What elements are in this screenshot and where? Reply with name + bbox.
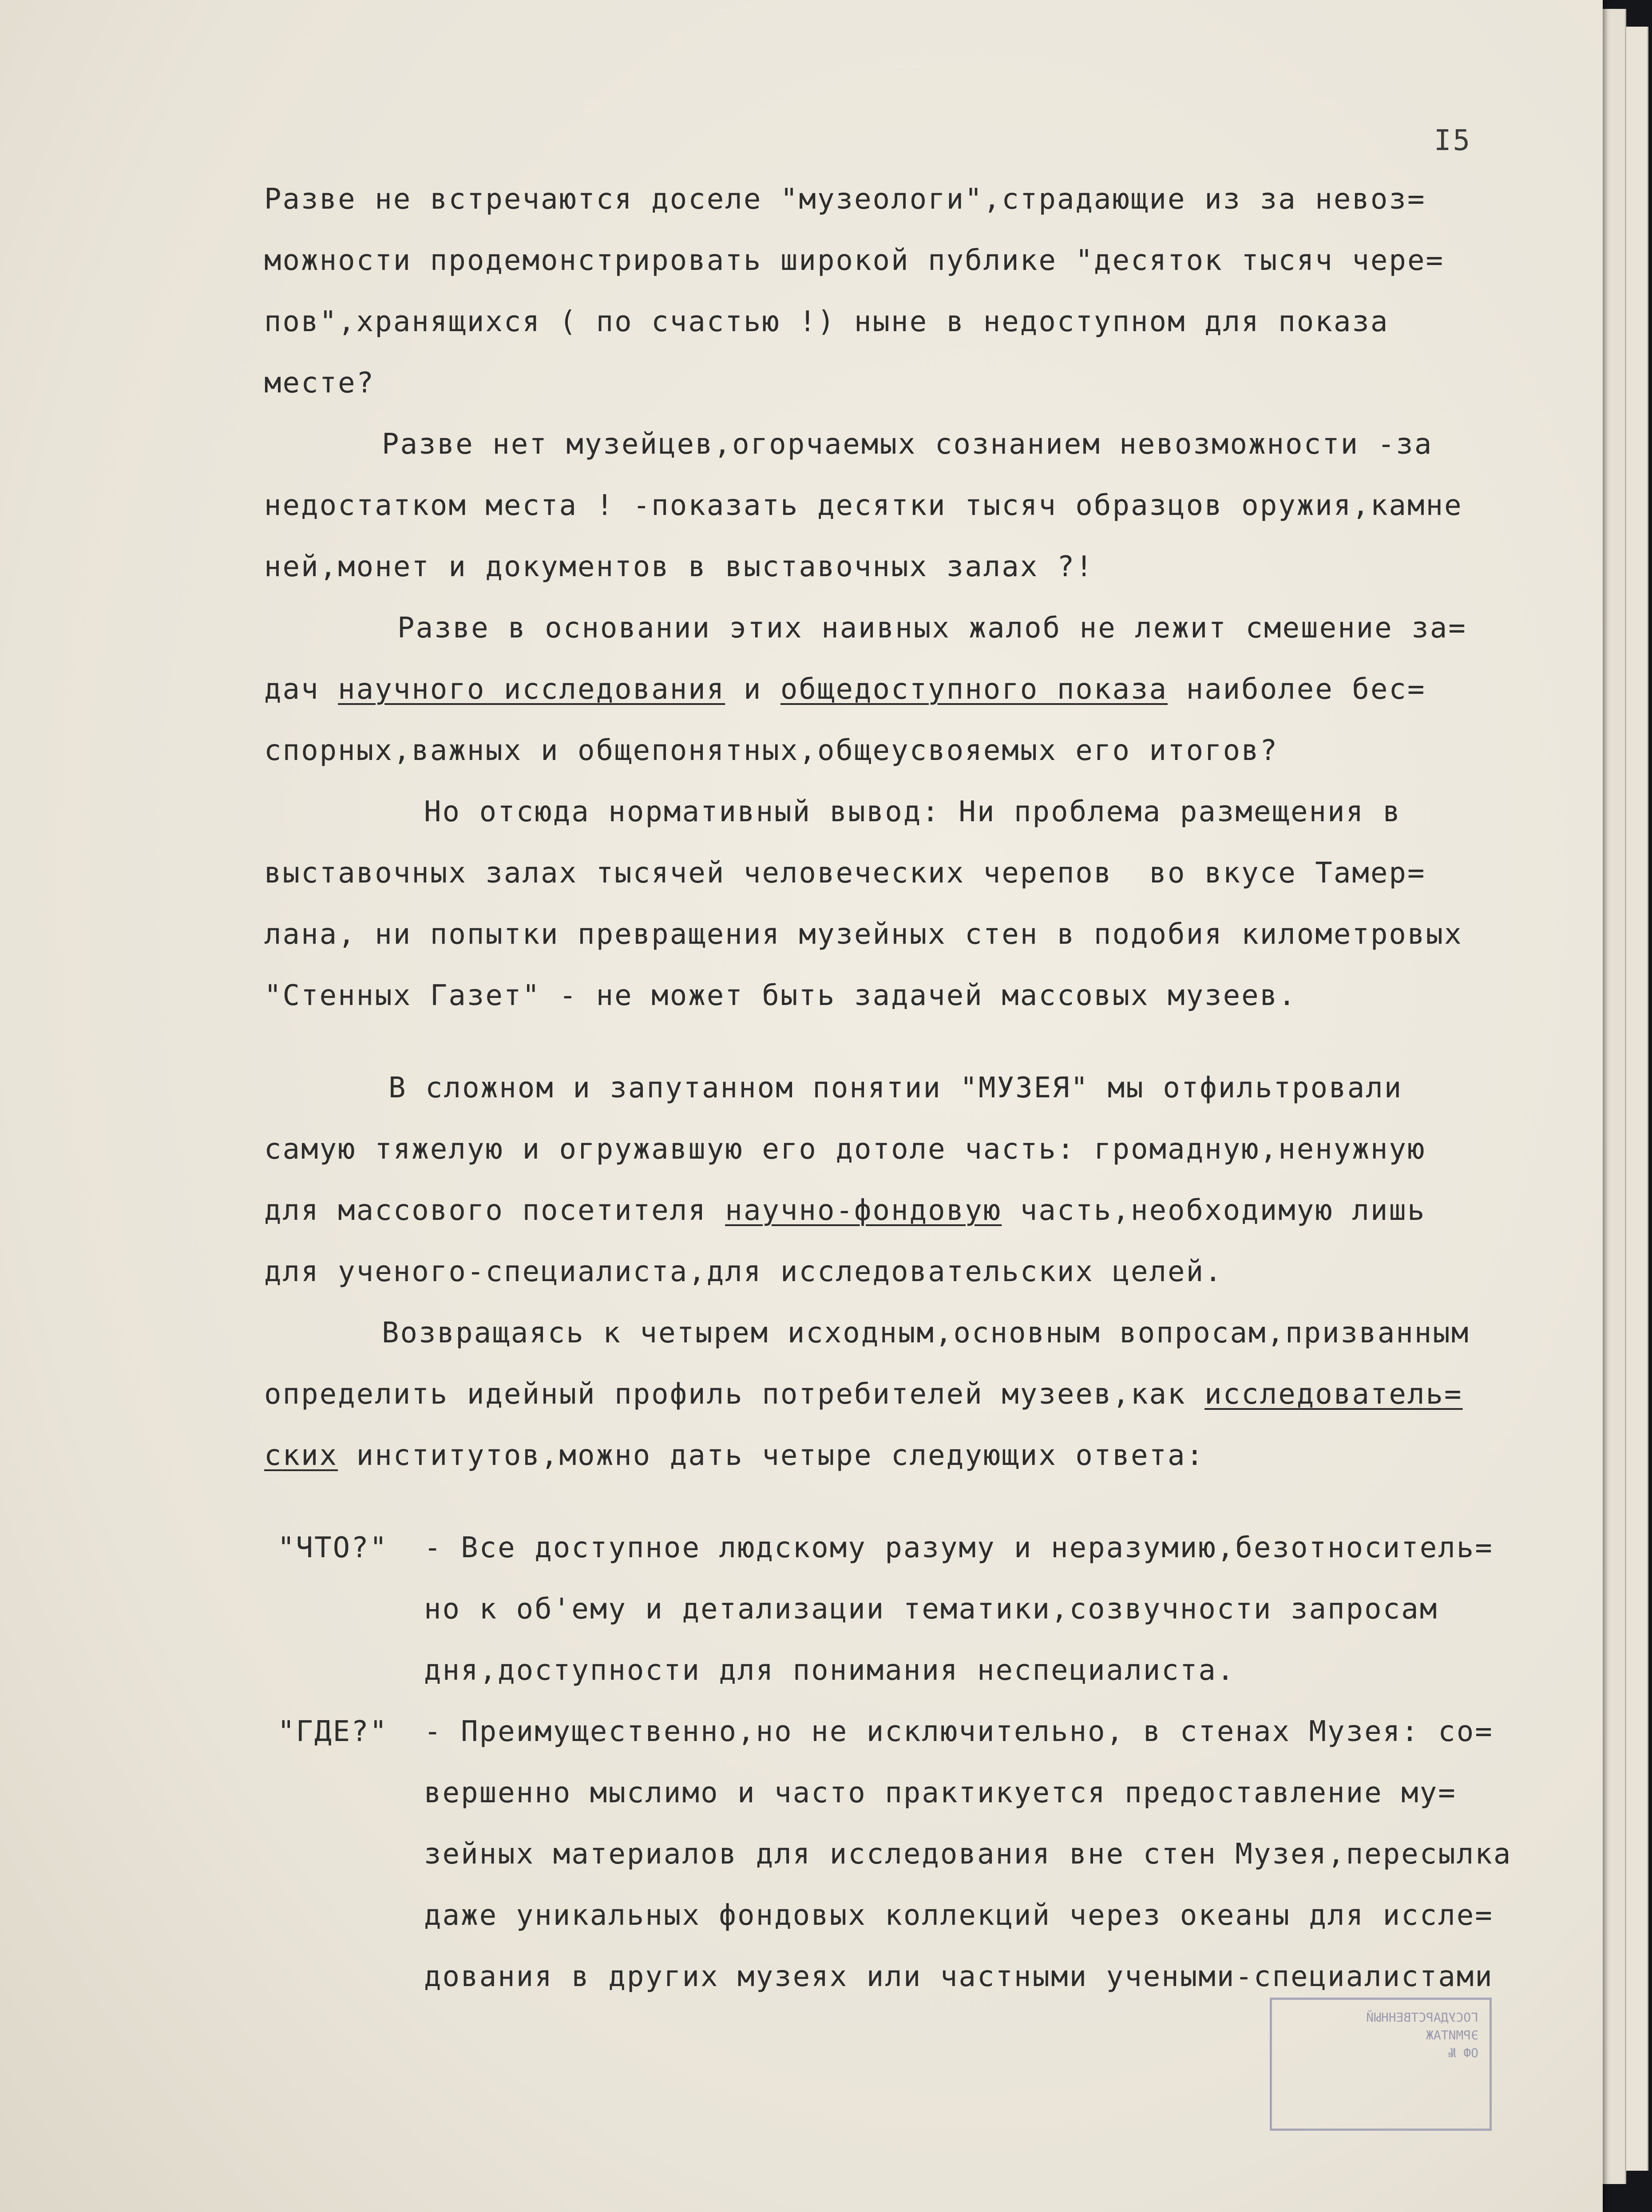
text-line — [264, 1425, 1609, 1486]
text-line: спорных,важных и общепонятных,общеусвояемых его итогов? — [264, 734, 1279, 767]
text-line: ней,монет и документов в выставочных залах ?! — [264, 550, 1094, 583]
text-span: определить идейный профиль потребителей музеев,как — [264, 1378, 1205, 1411]
text-line: Но отсюда нормативный вывод: Ни проблема размещения в — [424, 795, 1402, 828]
text-line: Разве не встречаются доселе "музеологи",страдающие из за невоз= — [264, 183, 1426, 216]
text-line: выставочных залах тысячей человеческих черепов во вкусе Тамер= — [264, 857, 1426, 890]
text-line: месте? — [264, 367, 375, 400]
text-line — [264, 1517, 1609, 1579]
underlined-phrase: общедоступного показа — [780, 673, 1168, 706]
stamp-line: ГОСУДАРСТВЕННЫЙ — [1366, 2010, 1478, 2025]
text-span: - Преимущественно,но не исключительно, в стенах Музея: со= — [424, 1715, 1494, 1748]
text-line: но к об'ему и детализации тематики,созвучности запросам — [424, 1593, 1438, 1626]
text-span: наиболее бес= — [1168, 673, 1426, 706]
text-span: и — [725, 673, 780, 706]
underlined-phrase: научного исследования — [338, 673, 725, 706]
text-span: - Все доступное людскому разуму и неразумию,безотноситель= — [424, 1531, 1494, 1564]
text-span: дач — [264, 673, 338, 706]
text-line: вершенно мыслимо и часто практикуется предоставление му= — [424, 1777, 1457, 1809]
typewritten-text — [264, 169, 1609, 2007]
question-label: "ЧТО?" — [277, 1531, 388, 1564]
text-line: зейных материалов для исследования вне стен Музея,пересылка — [424, 1838, 1512, 1871]
text-line: Возвращаясь к четырем исходным,основным вопросам,призванным — [382, 1317, 1470, 1349]
text-line: "Стенных Газет" - не может быть задачей массовых музеев. — [264, 979, 1297, 1012]
text-span: часть,необходимую лишь — [1002, 1194, 1426, 1227]
text-line: самую тяжелую и огружавшую его дотоле часть: громадную,ненужную — [264, 1133, 1426, 1166]
text-line: недостатком места ! -показать десятки тысяч образцов оружия,камне — [264, 489, 1463, 522]
text-line: В сложном и запутанном понятии "МУЗЕЯ" мы отфильтровали — [388, 1072, 1403, 1104]
text-span: институтов,можно дать четыре следующих ответа: — [338, 1439, 1205, 1472]
text-line: дования в других музеях или частными учеными-специалистами — [424, 1960, 1494, 1993]
text-line: можности продемонстрировать широкой публике "десяток тысяч чере= — [264, 244, 1444, 277]
text-line: для ученого-специалиста,для исследовательских целей. — [264, 1255, 1223, 1288]
stamp-line: ЭРМИТАЖ — [1426, 2028, 1478, 2042]
text-line — [264, 1180, 1609, 1241]
text-line: даже уникальных фондовых коллекций через океаны для иссле= — [424, 1899, 1494, 1932]
text-span: для массового посетителя — [264, 1194, 725, 1227]
stamp-line: ОФ № — [1448, 2046, 1478, 2060]
text-line — [264, 1701, 1609, 1762]
text-line: дня,доступности для понимания неспециалиста. — [424, 1654, 1236, 1687]
text-line: Разве нет музейцев,огорчаемых сознанием невозможности -за — [382, 428, 1433, 461]
underlined-phrase: ских — [264, 1439, 338, 1472]
text-line: лана, ни попытки превращения музейных стен в подобия километровых — [264, 918, 1463, 951]
underlined-phrase: исследователь= — [1204, 1378, 1463, 1411]
text-line — [264, 659, 1609, 720]
page-number: I5 — [1434, 124, 1472, 157]
archive-stamp — [1270, 1998, 1492, 2131]
text-line: пов",хранящихся ( по счастью !) ныне в недоступном для показа — [264, 305, 1389, 338]
text-line — [264, 1364, 1609, 1425]
underlined-phrase: научно-фондовую — [725, 1194, 1002, 1227]
question-label: "ГДЕ?" — [277, 1715, 388, 1748]
text-line: Разве в основании этих наивных жалоб не лежит смешение за= — [397, 612, 1467, 645]
